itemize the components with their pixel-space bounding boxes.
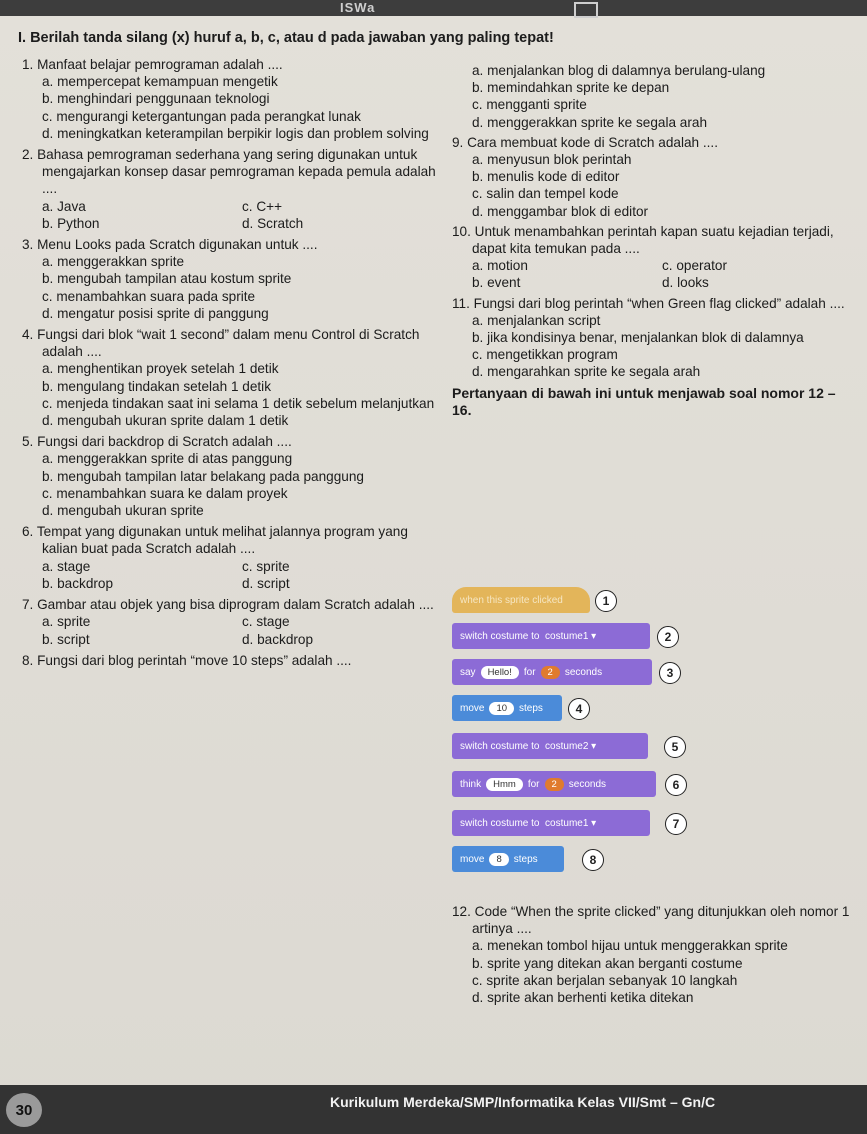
marker-5: 5 xyxy=(664,736,686,758)
block-2-dropdown: costume1 ▾ xyxy=(545,630,597,642)
question-6 xyxy=(22,523,442,592)
block-move-8 xyxy=(452,846,564,872)
question-10 xyxy=(452,223,852,292)
marker-8: 8 xyxy=(582,849,604,871)
option-d: d. sprite akan berhenti ketika ditekan xyxy=(472,990,694,1006)
marker-2: 2 xyxy=(657,626,679,648)
block-6-seconds: seconds xyxy=(568,778,607,790)
option-a: a. mempercepat kemampuan mengetik xyxy=(42,74,278,90)
question-text: 12. Code “When the sprite clicked” yang ditunjukkan oleh nomor 1 artinya .... xyxy=(452,904,850,937)
block-3-for: for xyxy=(523,666,536,678)
option-c: c. sprite xyxy=(242,558,290,574)
block-5-text: switch costume to xyxy=(460,740,540,752)
option-d: d. meningkatkan keterampilan berpikir logis dan problem solving xyxy=(42,125,429,141)
option-b: b. event xyxy=(472,275,521,291)
block-3-seconds: seconds xyxy=(564,666,603,678)
left-column xyxy=(22,56,442,670)
option-c: c. mengurangi ketergantungan pada perangkat lunak xyxy=(42,108,361,124)
block-3-seconds-value: 2 xyxy=(541,666,560,679)
option-grid xyxy=(22,198,442,232)
question-text: 6. Tempat yang digunakan untuk melihat jalannya program yang kalian buat pada Scratch adalah .... xyxy=(22,524,408,557)
option-b: b. sprite yang ditekan akan berganti costume xyxy=(472,955,743,971)
block-switch-costume-3 xyxy=(452,810,650,836)
question-3 xyxy=(22,236,442,322)
block-6-value: Hmm xyxy=(486,778,523,791)
option-a: a. menekan tombol hijau untuk menggerakkan sprite xyxy=(472,938,788,954)
option-a: a. menjalankan script xyxy=(472,312,601,328)
question-text: 3. Menu Looks pada Scratch digunakan untuk .... xyxy=(22,237,318,253)
option-d: d. mengatur posisi sprite di panggung xyxy=(42,305,269,321)
block-move-10 xyxy=(452,695,562,721)
question-7 xyxy=(22,596,442,648)
question-text: 11. Fungsi dari blog perintah “when Green flag clicked” adalah .... xyxy=(452,295,845,311)
block-6-for: for xyxy=(527,778,540,790)
option-a: a. menggerakkan sprite xyxy=(42,254,185,270)
option-a: a. menghentikan proyek setelah 1 detik xyxy=(42,361,279,377)
question-8 xyxy=(22,652,442,669)
block-6-seconds-value: 2 xyxy=(545,778,564,791)
option-b: b. mengulang tindakan setelah 1 detik xyxy=(42,378,271,394)
block-5-dropdown: costume2 ▾ xyxy=(545,740,597,752)
block-8-text: move xyxy=(460,853,485,865)
block-7-dropdown: costume1 ▾ xyxy=(545,817,597,829)
option-c: c. operator xyxy=(662,258,727,274)
option-d: d. mengarahkan sprite ke segala arah xyxy=(472,364,701,380)
question-4 xyxy=(22,326,442,429)
question-text: 1. Manfaat belajar pemrograman adalah .... xyxy=(22,57,283,72)
question-text: 10. Untuk menambahkan perintah kapan suatu kejadian terjadi, dapat kita temukan pada .... xyxy=(452,223,834,257)
block-2-text: switch costume to xyxy=(460,630,540,642)
option-c: c. salin dan tempel kode xyxy=(472,186,619,202)
marker-4: 4 xyxy=(568,698,590,720)
option-b: b. Python xyxy=(42,215,100,231)
q8-option-d: d. menggerakkan sprite ke segala arah xyxy=(472,114,708,130)
option-d: d. script xyxy=(242,575,290,591)
question-text: 8. Fungsi dari blog perintah “move 10 steps” adalah .... xyxy=(22,652,352,668)
option-d: d. menggambar blok di editor xyxy=(472,203,649,219)
option-grid xyxy=(22,558,442,592)
header-box-icon xyxy=(574,2,598,18)
block-3-text: say xyxy=(460,666,476,678)
option-a: a. Java xyxy=(42,198,86,214)
question-text: 9. Cara membuat kode di Scratch adalah .... xyxy=(452,134,718,150)
scratch-script xyxy=(452,583,692,903)
option-a: a. motion xyxy=(472,258,528,274)
option-b: b. jika kondisinya benar, menjalankan blok di dalamnya xyxy=(472,330,804,346)
option-d: d. backdrop xyxy=(242,631,314,647)
block-4-text: move xyxy=(460,702,485,714)
option-c: c. menjeda tindakan saat ini selama 1 detik sebelum melanjutkan xyxy=(42,395,435,411)
option-b: b. backdrop xyxy=(42,575,114,591)
question-2 xyxy=(22,146,442,232)
top-band xyxy=(0,0,867,16)
footer-text: Kurikulum Merdeka/SMP/Informatika Kelas VII/Smt – Gn/C xyxy=(330,1094,716,1110)
question-11 xyxy=(452,295,852,381)
question-1 xyxy=(22,56,442,142)
marker-6: 6 xyxy=(665,774,687,796)
question-text: 2. Bahasa pemrograman sederhana yang sering digunakan untuk mengajarkan konsep dasar pemrograman kepada pemula adalah .... xyxy=(22,147,436,197)
marker-1: 1 xyxy=(595,590,617,612)
question-9 xyxy=(452,134,852,220)
block-switch-costume-2 xyxy=(452,733,648,759)
option-b: b. mengubah tampilan atau kostum sprite xyxy=(42,271,292,287)
option-b: b. menghindari penggunaan teknologi xyxy=(42,91,270,107)
instruction: I. Berilah tanda silang (x) huruf a, b, c, atau d pada jawaban yang paling tepat! xyxy=(18,30,554,46)
question-5 xyxy=(22,433,442,519)
q8-option-c: c. mengganti sprite xyxy=(472,97,587,113)
option-d: d. looks xyxy=(662,275,709,291)
option-c: c. menambahkan suara ke dalam proyek xyxy=(42,485,288,501)
block-say xyxy=(452,659,652,685)
header-fragment: ISWa xyxy=(340,0,376,15)
question-text: 5. Fungsi dari backdrop di Scratch adalah .... xyxy=(22,434,292,450)
question-text: 7. Gambar atau objek yang bisa diprogram dalam Scratch adalah .... xyxy=(22,597,434,613)
option-c: c. menambahkan suara pada sprite xyxy=(42,288,256,304)
block-1-label: when this sprite clicked xyxy=(460,594,563,606)
block-8-steps: steps xyxy=(513,853,538,865)
block-when-clicked xyxy=(452,587,590,613)
question-text: 4. Fungsi dari blok “wait 1 second” dalam menu Control di Scratch adalah .... xyxy=(22,327,420,360)
option-b: b. menulis kode di editor xyxy=(472,169,620,185)
option-a: a. menggerakkan sprite di atas panggung xyxy=(42,451,293,467)
option-d: d. Scratch xyxy=(242,215,304,231)
option-d: d. mengubah ukuran sprite xyxy=(42,503,204,519)
option-a: a. menyusun blok perintah xyxy=(472,152,632,168)
option-c: c. sprite akan berjalan sebanyak 10 langkah xyxy=(472,972,738,988)
option-c: c. mengetikkan program xyxy=(472,347,618,363)
marker-3: 3 xyxy=(659,662,681,684)
option-c: c. C++ xyxy=(242,198,283,214)
option-a: a. stage xyxy=(42,558,91,574)
marker-7: 7 xyxy=(665,813,687,835)
right-column xyxy=(452,62,852,419)
block-think xyxy=(452,771,656,797)
block-6-text: think xyxy=(460,778,482,790)
page-number: 30 xyxy=(6,1093,42,1127)
footer xyxy=(0,1085,867,1134)
block-4-steps: steps xyxy=(519,702,543,714)
q8-option-b: b. memindahkan sprite ke depan xyxy=(472,80,670,96)
block-7-text: switch costume to xyxy=(460,817,540,829)
q8-options xyxy=(452,62,852,131)
block-3-value: Hello! xyxy=(481,666,519,679)
option-b: b. mengubah tampilan latar belakang pada panggung xyxy=(42,468,364,484)
block-4-value: 10 xyxy=(489,702,514,715)
option-b: b. script xyxy=(42,631,90,647)
instruction-12-16: Pertanyaan di bawah ini untuk menjawab soal nomor 12 – 16. xyxy=(452,384,836,418)
q8-option-a: a. menjalankan blog di dalamnya berulang-ulang xyxy=(472,63,766,78)
option-grid xyxy=(452,257,852,291)
block-switch-costume-1 xyxy=(452,623,650,649)
option-d: d. mengubah ukuran sprite dalam 1 detik xyxy=(42,413,289,429)
block-8-value: 8 xyxy=(489,853,508,866)
option-grid xyxy=(22,613,442,647)
option-a: a. sprite xyxy=(42,614,91,630)
question-12 xyxy=(452,903,852,1006)
option-c: c. stage xyxy=(242,614,290,630)
